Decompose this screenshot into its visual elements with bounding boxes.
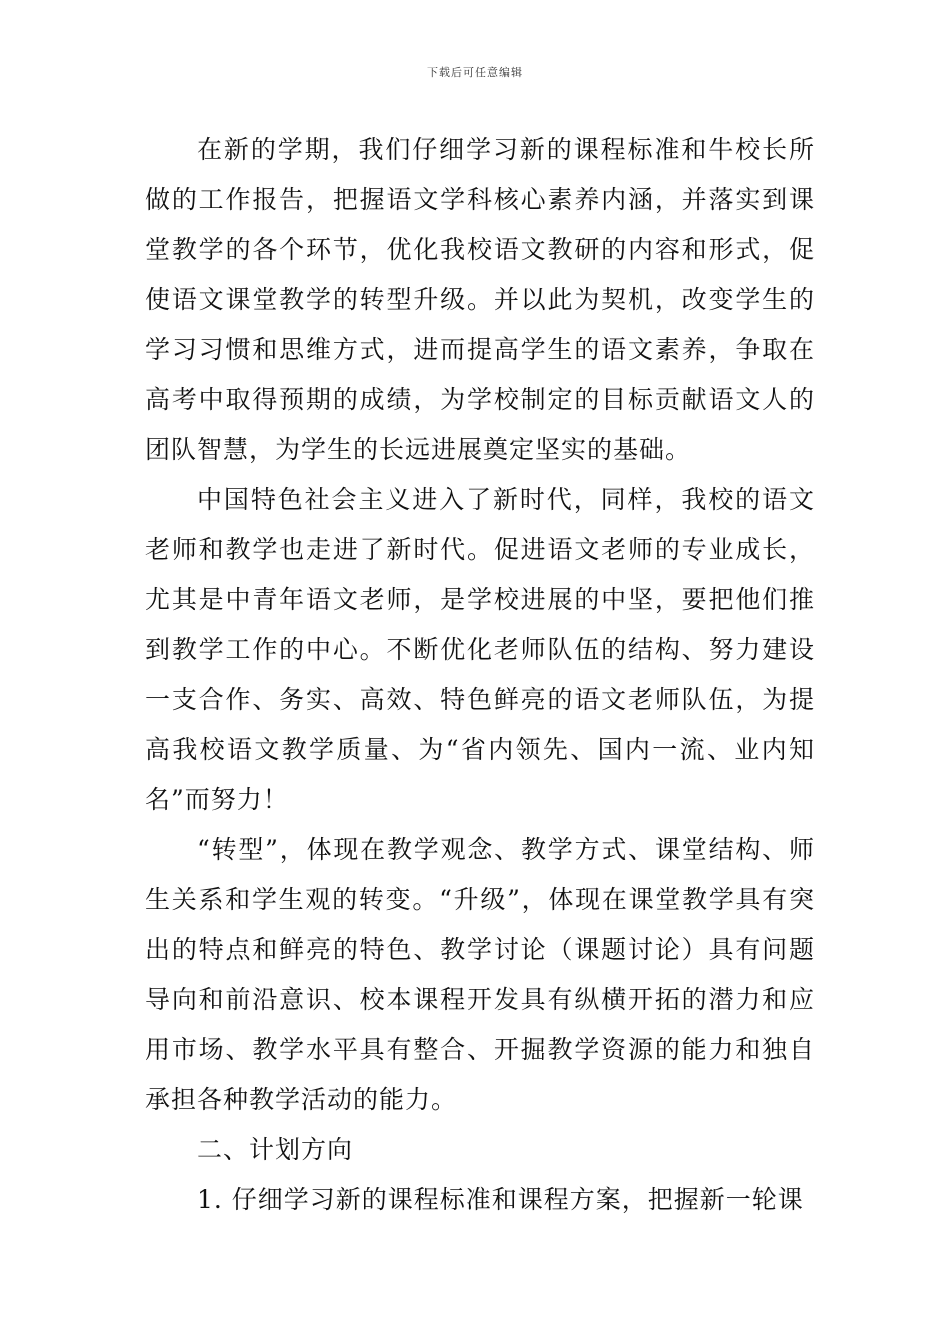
paragraph-transformation: “转型”，体现在教学观念、教学方式、课堂结构、师生关系和学生观的转变。“升级”，体现在课堂教学具有突出的特点和鲜亮的特色、教学讨论（课题讨论）具有问题导向和前沿意识、校本课程开发具有纵横开拓的潜力和应用市场、教学水平具有整合、开掘教学资源的能力和独自承担各种教学活动的能力。 [145,835,815,1114]
page-header-note: 下载后可任意编辑 [427,66,523,79]
section-heading-plan-direction: 二、计划方向 [197,1135,354,1164]
list-item-1: 1. 仔细学习新的课程标准和课程方案，把握新一轮课 [197,1185,804,1214]
paragraph-semester-goals: 在新的学期，我们仔细学习新的课程标准和牛校长所做的工作报告，把握语文学科核心素养内涵，并落实到课堂教学的各个环节，优化我校语文教研的内容和形式，促使语文课堂教学的转型升级。并以此为契机，改变学生的学习习惯和思维方式，进而提高学生的语文素养，争取在高考中取得预期的成绩，为学校制定的目标贡献语文人的团队智慧，为学生的长远进展奠定坚实的基础。 [145,135,815,464]
document-body [145,125,815,1225]
paragraph-new-era: 中国特色社会主义进入了新时代，同样，我校的语文老师和教学也走进了新时代。促进语文老师的专业成长，尤其是中青年语文老师，是学校进展的中坚，要把他们推到教学工作的中心。不断优化老师队伍的结构、努力建设一支合作、务实、高效、特色鲜亮的语文老师队伍，为提高我校语文教学质量、为“省内领先、国内一流、业内知名”而努力！ [145,485,815,814]
